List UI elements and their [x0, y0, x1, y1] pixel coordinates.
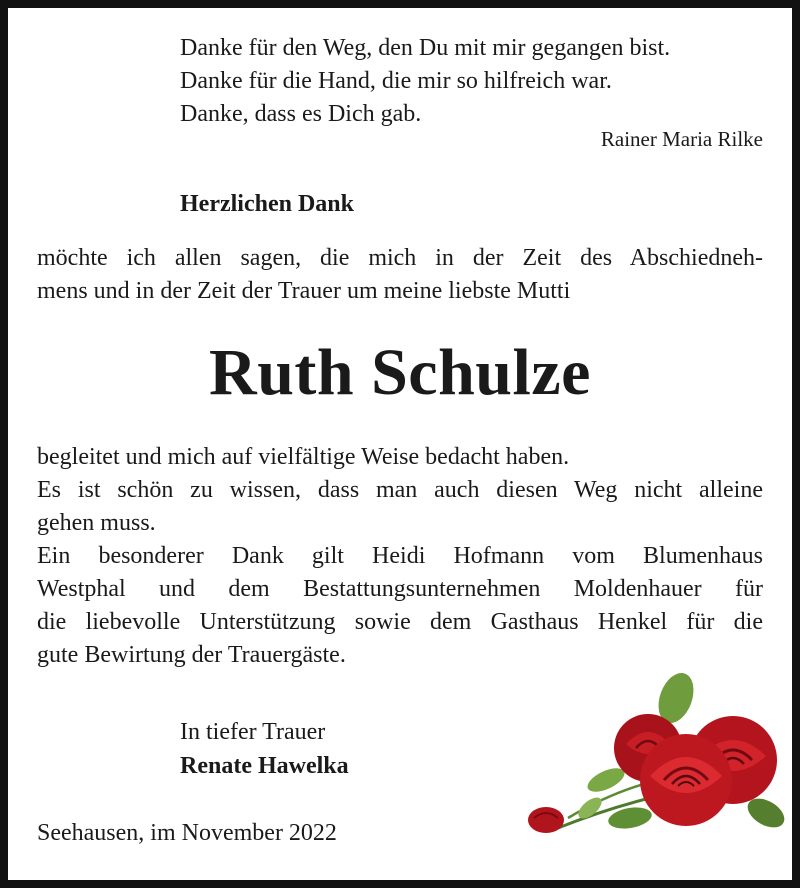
poem-author: Rainer Maria Rilke — [600, 127, 763, 151]
poem-line-3: Danke, dass es Dich gab. — [180, 101, 422, 127]
body-line-4: Ein besonderer Dank gilt Heidi Hofmann vom Blumenhaus — [37, 543, 763, 569]
poem-line-2: Danke für die Hand, die mir so hilfreich war. — [180, 68, 612, 94]
intro-paragraph — [37, 242, 763, 308]
heading-thanks: Herzlichen Dank — [180, 191, 354, 217]
signer-name: Renate Hawelka — [180, 753, 349, 779]
body-line-3: gehen muss. — [37, 510, 156, 536]
body-line-7: gute Bewirtung der Trauergäste. — [37, 642, 346, 668]
body-line-6: die liebevolle Unterstützung sowie dem Gasthaus Henkel für die — [37, 609, 763, 635]
body-paragraph — [37, 441, 763, 672]
roses-icon — [518, 668, 798, 848]
poem-line-1: Danke für den Weg, den Du mit mir gegangen bist. — [180, 35, 671, 61]
intro-line-2: mens und in der Zeit der Trauer um meine liebste Mutti — [37, 278, 571, 304]
deceased-name: Ruth Schulze — [209, 336, 591, 409]
body-line-5: Westphal und dem Bestattungsunternehmen Moldenhauer für — [37, 576, 763, 602]
body-line-1: begleitet und mich auf vielfältige Weise bedacht haben. — [37, 444, 570, 470]
place-date: Seehausen, im November 2022 — [37, 820, 337, 846]
intro-line-1: möchte ich allen sagen, die mich in der Zeit des Abschiedneh- — [37, 245, 763, 271]
body-line-2: Es ist schön zu wissen, dass man auch diesen Weg nicht alleine — [37, 477, 763, 503]
closing-phrase: In tiefer Trauer — [180, 719, 326, 745]
